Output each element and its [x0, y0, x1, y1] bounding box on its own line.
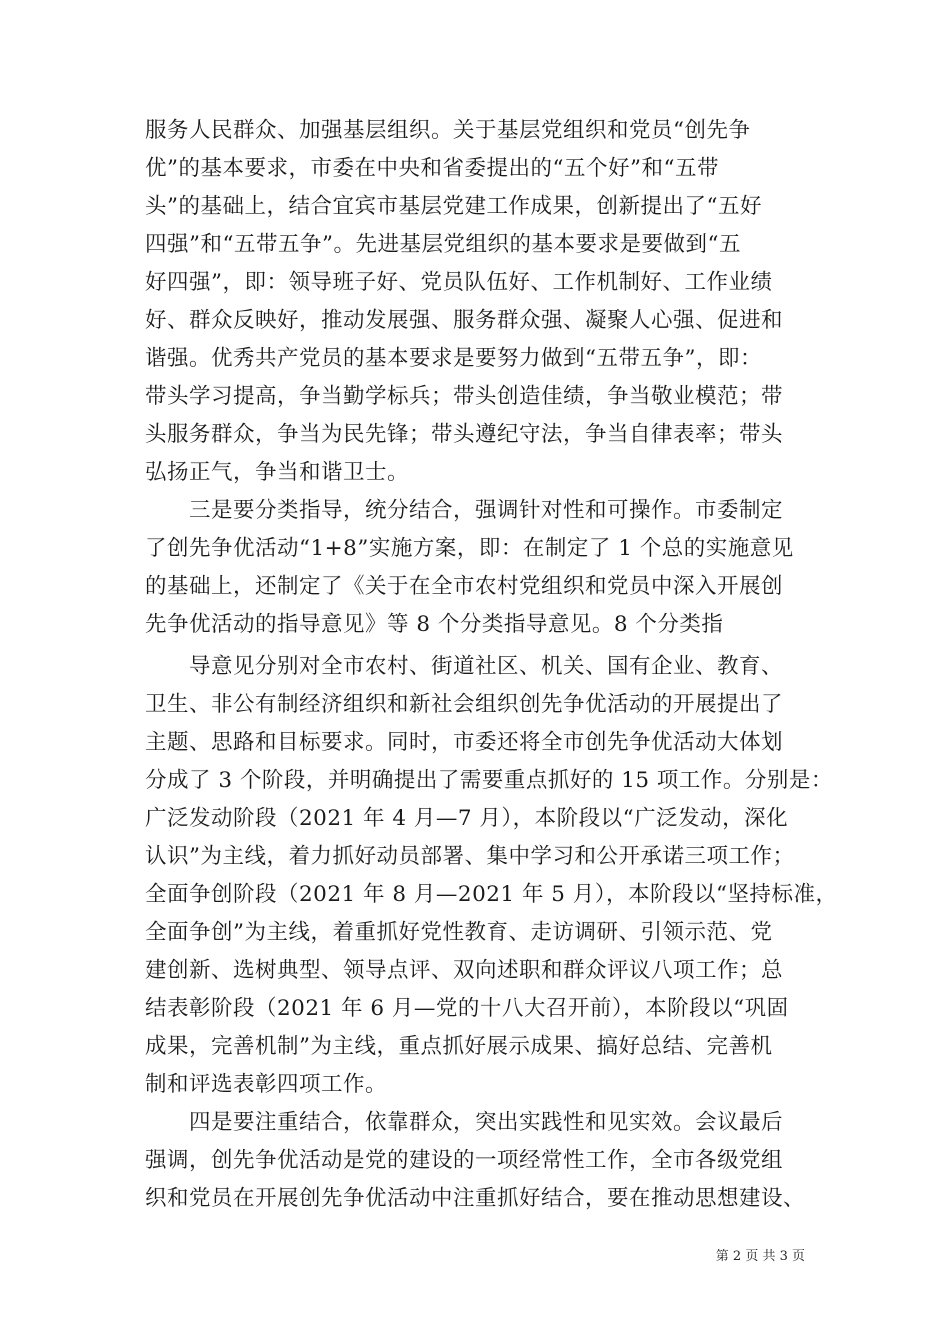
text-line: 了创先争优活动“1+8”实施方案，即：在制定了 1 个总的实施意见: [145, 536, 794, 561]
text-line: 四是要注重结合，依靠群众，突出实践性和见实效。会议最后: [145, 1110, 784, 1135]
text-line: 头”的基础上，结合宜宾市基层党建工作成果，创新提出了“五好: [145, 194, 762, 219]
text-line: 织和党员在开展创先争优活动中注重抓好结合，要在推动思想建设、: [145, 1186, 806, 1211]
text-line: 全面争创”为主线，着重抓好党性教育、走访调研、引领示范、党: [145, 920, 773, 945]
text-line: 弘扬正气，争当和谐卫士。: [145, 460, 410, 485]
text-line: 主题、思路和目标要求。同时，市委还将全市创先争优活动大体划: [145, 730, 784, 755]
text-line: 优”的基本要求，市委在中央和省委提出的“五个好”和“五带: [145, 156, 719, 181]
text-line: 三是要分类指导，统分结合，强调针对性和可操作。市委制定: [145, 498, 784, 523]
text-line: 服务人民群众、加强基层组织。关于基层党组织和党员“创先争: [145, 118, 751, 143]
text-line: 制和评选表彰四项工作。: [145, 1072, 388, 1097]
text-line: 好四强”，即：领导班子好、党员队伍好、工作机制好、工作业绩: [145, 270, 773, 295]
text-line: 强调，创先争优活动是党的建设的一项经常性工作，全市各级党组: [145, 1148, 784, 1173]
text-line: 广泛发动阶段（2021 年 4 月—7 月），本阶段以“广泛发动，深化: [145, 806, 789, 831]
text-line: 的基础上，还制定了《关于在全市农村党组织和党员中深入开展创: [145, 574, 784, 599]
text-line: 成果，完善机制”为主线，重点抓好展示成果、搞好总结、完善机: [145, 1034, 773, 1059]
page-number: 第 2 页 共 3 页: [715, 1249, 805, 1264]
text-line: 头服务群众，争当为民先锋；带头遵纪守法，争当自律表率；带头: [145, 422, 784, 447]
text-line: 好、群众反映好，推动发展强、服务群众强、凝聚人心强、促进和: [145, 308, 784, 333]
text-line: 谐强。优秀共产党员的基本要求是要努力做到“五带五争”，即：: [145, 346, 762, 371]
text-line: 认识”为主线，着力抓好动员部署、集中学习和公开承诺三项工作；: [145, 844, 795, 869]
text-line: 带头学习提高，争当勤学标兵；带头创造佳绩，争当敬业模范；带: [145, 384, 784, 409]
text-line: 卫生、非公有制经济组织和新社会组织创先争优活动的开展提出了: [145, 692, 784, 717]
text-line: 导意见分别对全市农村、街道社区、机关、国有企业、教育、: [145, 654, 784, 679]
text-line: 建创新、选树典型、领导点评、双向述职和群众评议八项工作；总: [145, 958, 784, 983]
text-line: 结表彰阶段（2021 年 6 月—党的十八大召开前），本阶段以“巩固: [145, 996, 789, 1021]
document-body: [145, 112, 838, 1218]
text-line: 先争优活动的指导意见》等 8 个分类指导意见。8 个分类指: [145, 612, 724, 637]
text-line: 四强”和“五带五争”。先进基层党组织的基本要求是要做到“五: [145, 232, 741, 257]
text-line: 分成了 3 个阶段，并明确提出了需要重点抓好的 15 项工作。分别是：: [145, 768, 833, 793]
text-line: 全面争创阶段（2021 年 8 月—2021 年 5 月），本阶段以“坚持标准，: [145, 882, 838, 907]
